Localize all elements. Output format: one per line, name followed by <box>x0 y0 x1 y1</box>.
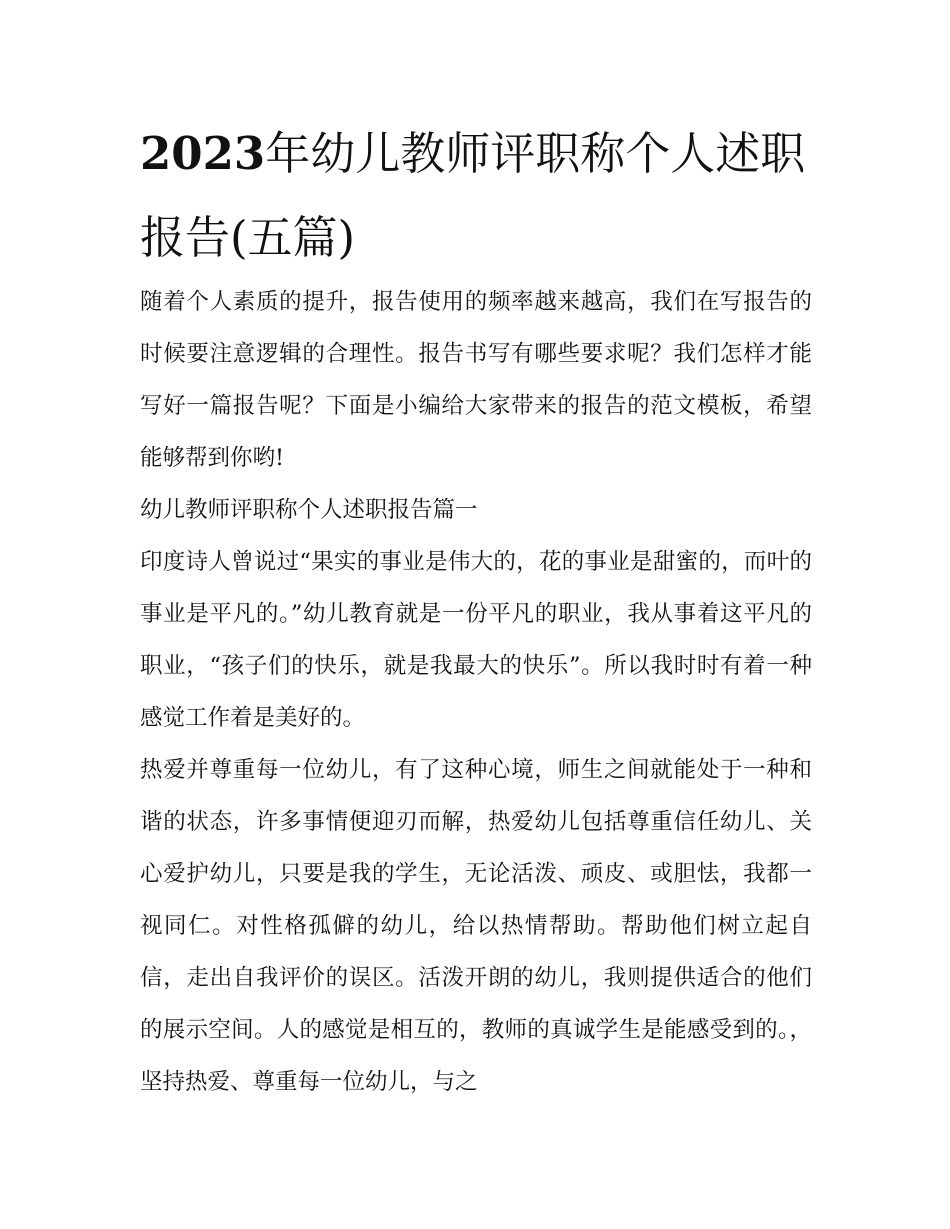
intro-paragraph: 随着个人素质的提升，报告使用的频率越来越高，我们在写报告的时候要注意逻辑的合理性。报告书写有哪些要求呢？我们怎样才能写好一篇报告呢？下面是小编给大家带来的报告的范文模板，希望能够帮到你哟! <box>140 289 812 471</box>
title-year: 2023 <box>140 127 266 180</box>
body-paragraph-1: 印度诗人曾说过“果实的事业是伟大的，花的事业是甜蜜的，而叶的事业是平凡的。”幼儿教育就是一份平凡的职业，我从事着这平凡的职业，“孩子们的快乐，就是我最大的快乐”。所以我时时有着一种感觉工作着是美好的。 <box>140 549 812 731</box>
body-paragraph-2: 热爱并尊重每一位幼儿，有了这种心境，师生之间就能处于一种和谐的状态，许多事情便迎刃而解，热爱幼儿包括尊重信任幼儿、关心爱护幼儿，只要是我的学生，无论活泼、顽皮、或胆怯，我都一视同仁。对性格孤僻的幼儿，给以热情帮助。帮助他们树立起自信，走出自我评价的误区。活泼开朗的幼儿，我则提供适合的他们的展示空间。人的感觉是相互的，教师的真诚学生是能感受到的。，坚持热爱、尊重每一位幼儿，与之 <box>140 757 812 1095</box>
section-heading: 幼儿教师评职称个人述职报告篇一 <box>140 497 478 523</box>
document-body <box>140 276 812 1108</box>
title-text: 年幼儿教师评职称个人述职报告(五篇) <box>140 127 806 264</box>
document-title <box>140 112 812 280</box>
